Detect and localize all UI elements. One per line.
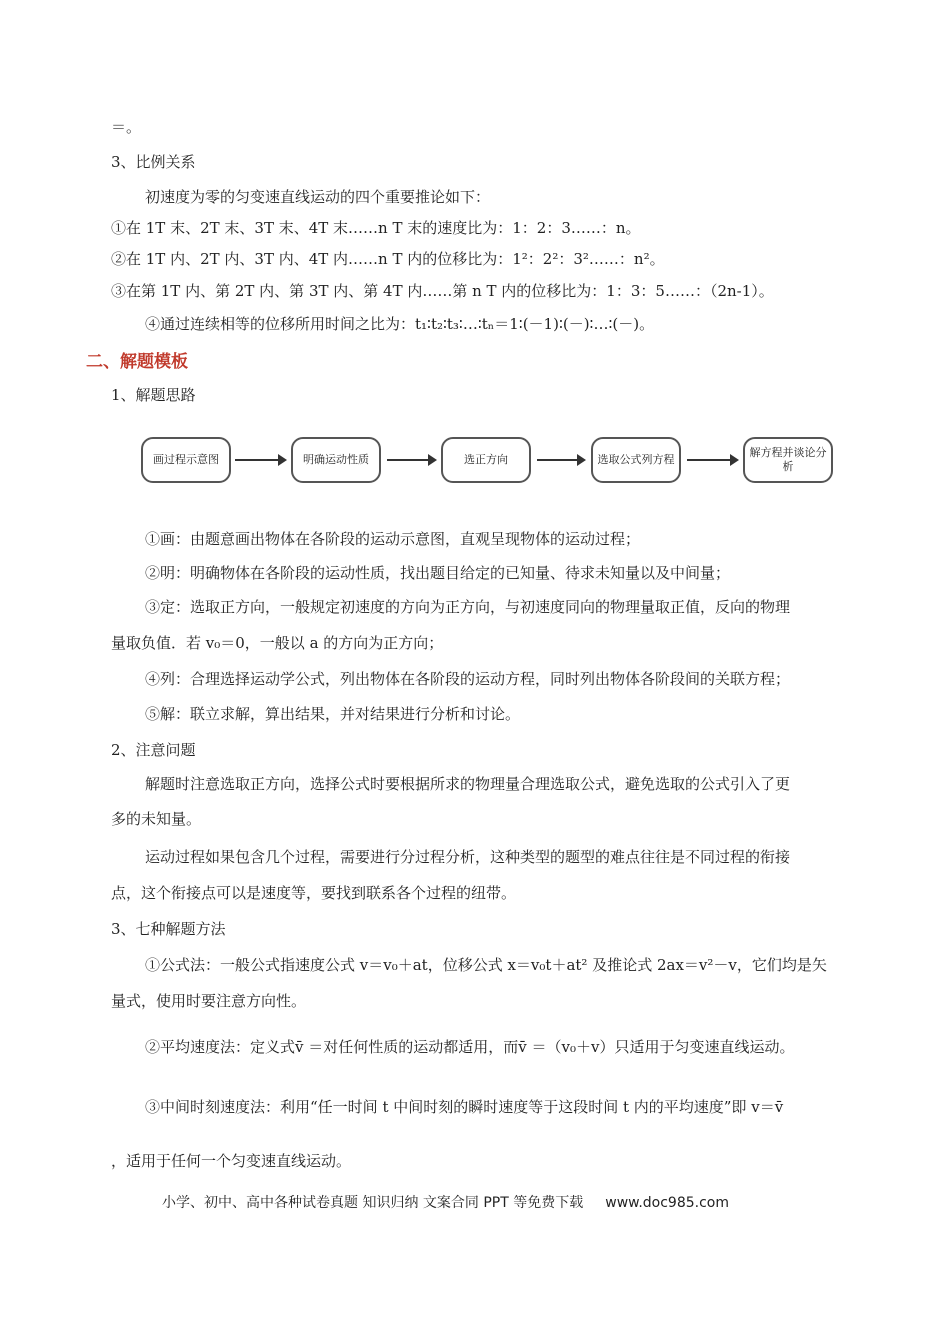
inference-1: ①在 1T 末、2T 末、3T 末、4T 末……n T 末的速度比为：1：2：3……：n。 [111, 219, 641, 237]
heading-solution-template: 二、解题模板 [86, 352, 188, 372]
flow-arrow [537, 459, 584, 461]
inference-4: ④通过连续相等的位移所用时间之比为：t₁∶t₂∶t₃∶…∶tₙ＝1∶(－1)∶(－)∶…∶(－)。 [145, 315, 655, 333]
step-direction-text: ③定：选取正方向，一般规定初速度的方向为正方向，与初速度同向的物理量取正值，反向的物理 [145, 598, 791, 616]
step-direction-text-cont: 量取负值．若 v₀＝0，一般以 a 的方向为正方向； [111, 634, 444, 652]
method-3-cont: ，适用于任何一个匀变速直线运动。 [111, 1152, 352, 1170]
section3-intro: 初速度为零的匀变速直线运动的四个重要推论如下： [145, 188, 491, 206]
note-p1: 解题时注意选取正方向，选择公式时要根据所求的物理量合理选取公式，避免选取的公式引入了更 [145, 775, 791, 793]
sub3-title: 3、七种解题方法 [111, 920, 226, 938]
method-1: ①公式法：一般公式指速度公式 v＝v₀＋at，位移公式 x＝v₀t＋at² 及推论式 2ax＝v²－v，它们均是矢 [145, 956, 827, 974]
footer-text: 小学、初中、高中各种试卷真题 知识归纳 文案合同 PPT 等免费下载 [162, 1195, 584, 1211]
flow-arrow [235, 459, 285, 461]
note-p2-cont: 点，这个衔接点可以是速度等，要找到联系各个过程的纽带。 [111, 884, 517, 902]
flow-arrow [687, 459, 737, 461]
method-3: ③中间时刻速度法：利用“任一时间 t 中间时刻的瞬时速度等于这段时间 t 内的平均速度”即 v＝v̄ [145, 1098, 784, 1116]
step-draw-text: ①画：由题意画出物体在各阶段的运动示意图，直观呈现物体的运动过程； [145, 530, 641, 548]
sub2-title: 2、注意问题 [111, 741, 196, 759]
flow-step-solve: 解方程并谈论分析 [743, 437, 833, 483]
flow-step-equations: 选取公式列方程 [591, 437, 681, 483]
section3-title: 3、比例关系 [111, 153, 196, 171]
note-p1-cont: 多的未知量。 [111, 810, 202, 828]
method-2: ②平均速度法：定义式v̄ ＝对任何性质的运动都适用，而v̄ ＝（v₀＋v）只适用于匀变速直线运动。 [145, 1038, 795, 1056]
step-clarify-text: ②明：明确物体在各阶段的运动性质，找出题目给定的已知量、待求未知量以及中间量； [145, 564, 731, 582]
flow-arrow [387, 459, 435, 461]
top-fragment: ＝。 [111, 118, 142, 136]
step-solve-text: ⑤解：联立求解，算出结果，并对结果进行分析和讨论。 [145, 705, 521, 723]
flow-step-direction: 选正方向 [441, 437, 531, 483]
sub1-title: 1、解题思路 [111, 386, 196, 404]
note-p2: 运动过程如果包含几个过程，需要进行分过程分析，这种类型的题型的难点往往是不同过程的衔接 [145, 848, 791, 866]
inference-3: ③在第 1T 内、第 2T 内、第 3T 内、第 4T 内……第 n T 内的位移比为：1：3：5……：（2n-1）。 [111, 282, 774, 300]
method-1-cont: 量式，使用时要注意方向性。 [111, 992, 307, 1010]
inference-2: ②在 1T 内、2T 内、3T 内、4T 内……n T 内的位移比为：1²：2²：3²……：n²。 [111, 250, 665, 268]
flow-step-clarify: 明确运动性质 [291, 437, 381, 483]
step-equations-text: ④列：合理选择运动学公式，列出物体在各阶段的运动方程，同时列出物体各阶段间的关联方程； [145, 670, 791, 688]
flow-step-draw: 画过程示意图 [141, 437, 231, 483]
flowchart [141, 433, 841, 493]
footer [162, 1192, 729, 1212]
footer-url[interactable]: www.doc985.com [605, 1195, 729, 1211]
